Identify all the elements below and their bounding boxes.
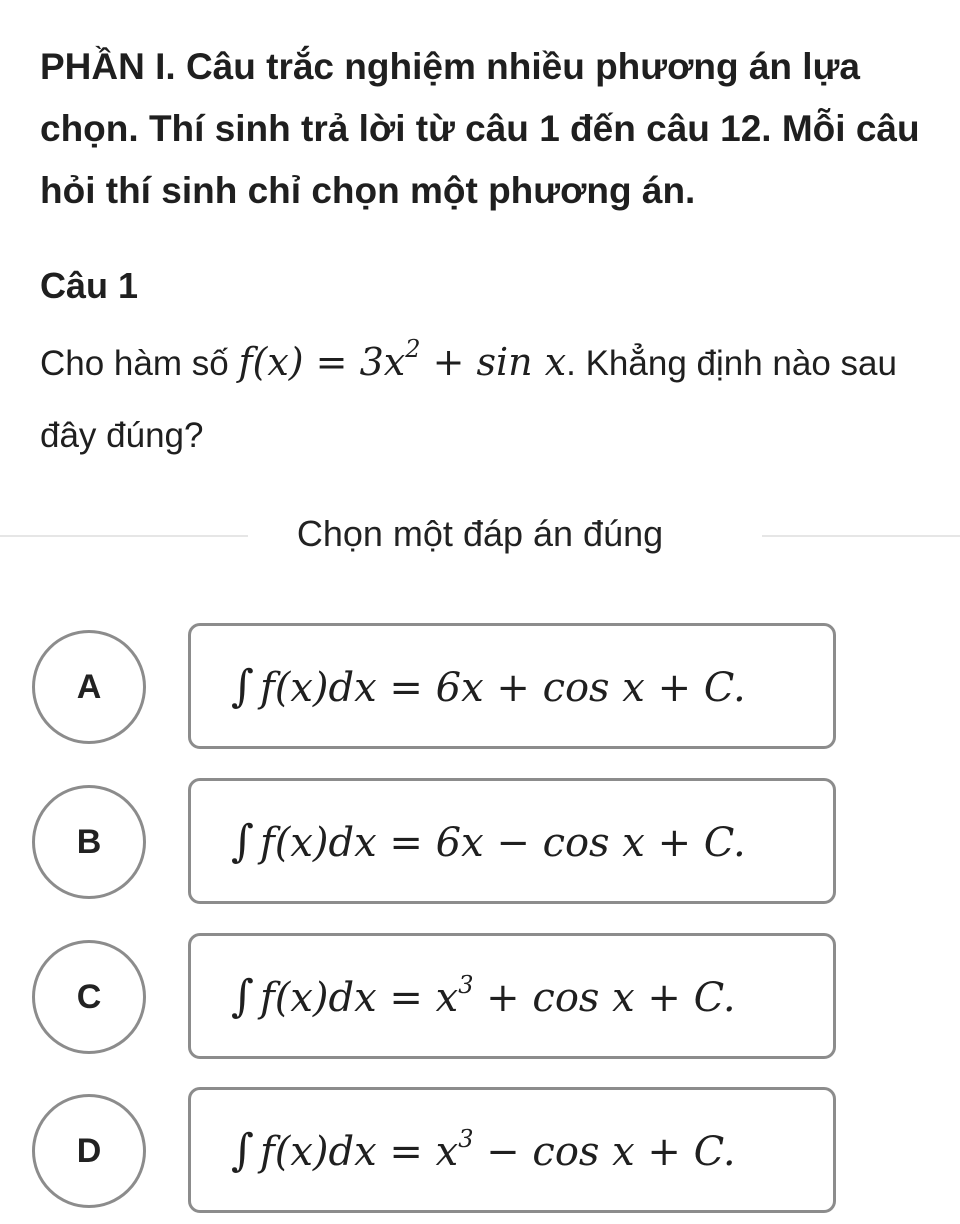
option-c-answer[interactable] [188,933,836,1059]
integral-symbol: ∫ [231,660,254,712]
function-formula [238,335,567,384]
option-a-formula [231,661,746,712]
divider-right [762,535,960,537]
option-c-formula [231,971,736,1022]
option-d-answer[interactable] [188,1087,836,1213]
option-b-answer[interactable] [188,778,836,904]
function-rhs: + sin x [420,340,567,384]
question-title: Câu 1 [40,265,139,306]
option-d-expr: f(x)dx = x [259,1128,459,1175]
option-c-expr-tail: + cos x + C. [473,974,736,1021]
option-d-radio[interactable] [32,1094,146,1208]
answer-prompt: Chọn một đáp án đúng [296,513,664,554]
integral-symbol: ∫ [231,815,254,867]
integral-symbol: ∫ [231,1124,254,1176]
question-text [40,326,940,472]
option-c-exponent: 3 [458,970,474,999]
option-b-expr: f(x)dx = 6x − cos x + C. [259,819,746,866]
function-lhs: f(x) = 3x [238,340,406,384]
option-b-formula [231,816,746,867]
function-exponent: 2 [405,335,421,363]
option-c-expr: f(x)dx = x [259,974,459,1021]
option-a-answer[interactable] [188,623,836,749]
question-text-after: . Khẳng định nào sau đây đúng? [40,344,897,455]
option-a-radio[interactable] [32,630,146,744]
option-b-label: B [76,822,102,861]
option-c-label: C [76,977,102,1016]
option-b-radio[interactable] [32,785,146,899]
option-a-expr: f(x)dx = 6x + cos x + C. [259,664,746,711]
option-d-expr-tail: − cos x + C. [473,1128,736,1175]
integral-symbol: ∫ [231,970,254,1022]
option-d-formula [231,1125,736,1176]
option-d-label: D [76,1131,102,1170]
question-text-before: Cho hàm số [40,344,239,383]
option-d-exponent: 3 [458,1124,474,1153]
option-c-radio[interactable] [32,940,146,1054]
option-a-label: A [76,667,102,706]
section-heading: PHẦN I. Câu trắc nghiệm nhiều phương án lựa chọn. Thí sinh trả lời từ câu 1 đến câu 12. Mỗi câu hỏi thí sinh chỉ chọn một phương án. [40,46,920,211]
